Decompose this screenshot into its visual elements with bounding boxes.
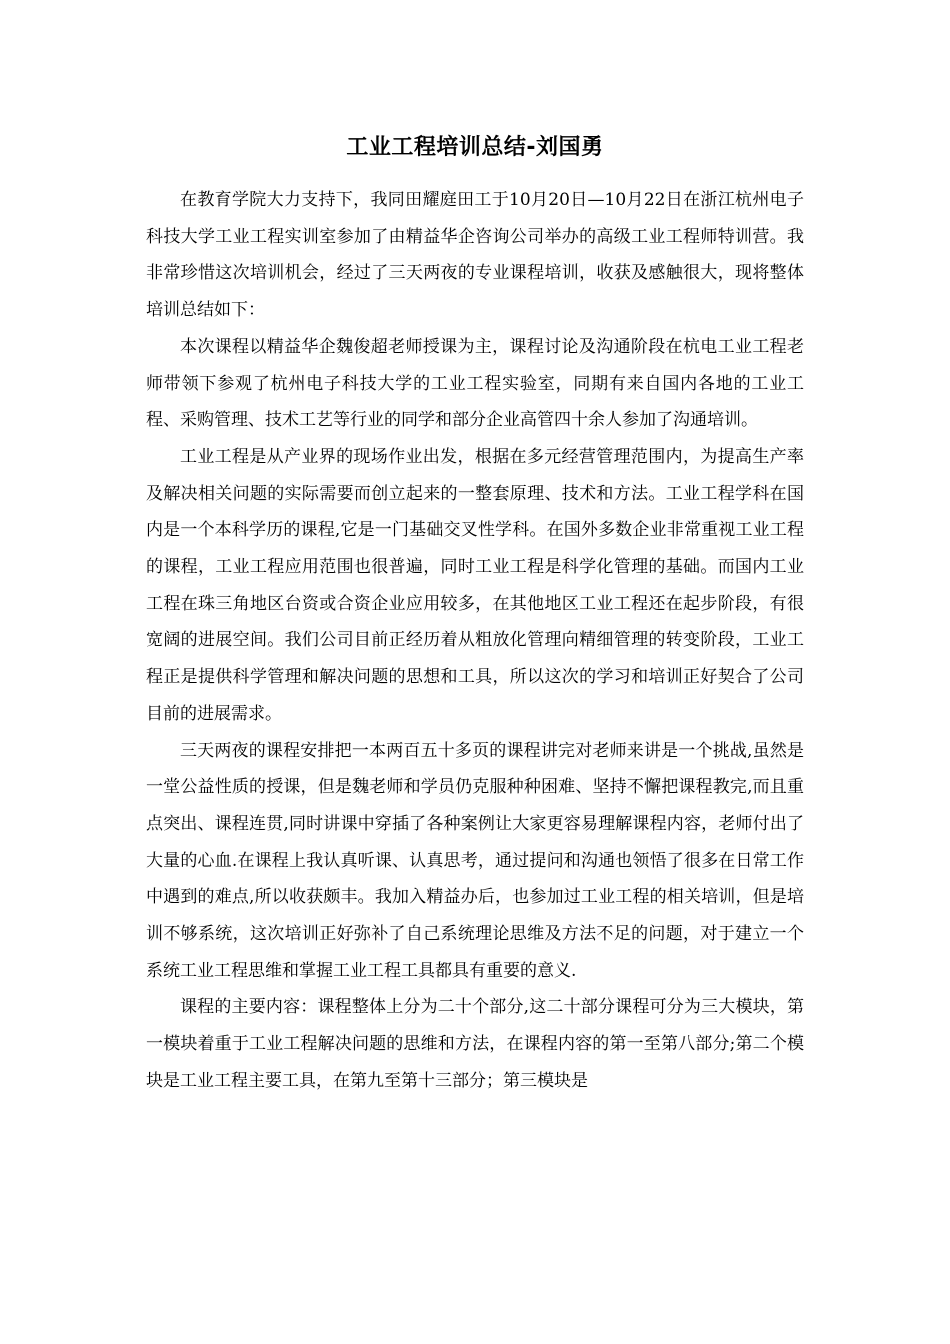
paragraph-course-content: 课程的主要内容：课程整体上分为二十个部分,这二十部分课程可分为三大模块，第一模块着重于工业工程解决问题的思维和方法，在课程内容的第一至第八部分;第二个模块是工业工程主要工具，在第九至第十三部分；第三模块是 [146, 997, 804, 1091]
paragraph-course-overview: 本次课程以精益华企魏俊超老师授课为主，课程讨论及沟通阶段在杭电工业工程老师带领下参观了杭州电子科技大学的工业工程实验室，同期有来自国内各地的工业工程、采购管理、技术工艺等行业的同学和部分企业高管四十余人参加了沟通培训。 [146, 336, 804, 431]
document-title: 工业工程培训总结-刘国勇 [346, 135, 604, 160]
paragraph-intro: 在教育学院大力支持下，我同田耀庭田工于10月20日—10月22日在浙江杭州电子科技大学工业工程实训室参加了由精益华企咨询公司举办的高级工业工程师特训营。我非常珍惜这次培训机会，经过了三天两夜的专业课程培训，收获及感触很大，现将整体培训总结如下： [146, 190, 804, 321]
document-body [146, 182, 804, 1100]
paragraph-course-experience: 三天两夜的课程安排把一本两百五十多页的课程讲完对老师来讲是一个挑战,虽然是一堂公益性质的授课，但是魏老师和学员仍克服种种困难、坚持不懈把课程教完,而且重点突出、课程连贯,同时讲课中穿插了各种案例让大家更容易理解课程内容，老师付出了大量的心血.在课程上我认真听课、认真思考，通过提问和沟通也领悟了很多在日常工作中遇到的难点,所以收获颇丰。我加入精益办后，也参加过工业工程的相关培训，但是培训不够系统，这次培训正好弥补了自己系统理论思维及方法不足的问题，对于建立一个系统工业工程思维和掌握工业工程工具都具有重要的意义. [146, 740, 804, 981]
paragraph-industrial-engineering: 工业工程是从产业界的现场作业出发，根据在多元经营管理范围内，为提高生产率及解决相关问题的实际需要而创立起来的一整套原理、技术和方法。工业工程学科在国内是一个本科学历的课程,它是一门基础交叉性学科。在国外多数企业非常重视工业工程的课程，工业工程应用范围也很普遍，同时工业工程是科学化管理的基础。而国内工业工程在珠三角地区台资或合资企业应用较多，在其他地区工业工程还在起步阶段，有很宽阔的进展空间。我们公司目前正经历着从粗放化管理向精细管理的转变阶段，工业工程正是提供科学管理和解决问题的思想和工具，所以这次的学习和培训正好契合了公司目前的进展需求。 [146, 446, 804, 724]
